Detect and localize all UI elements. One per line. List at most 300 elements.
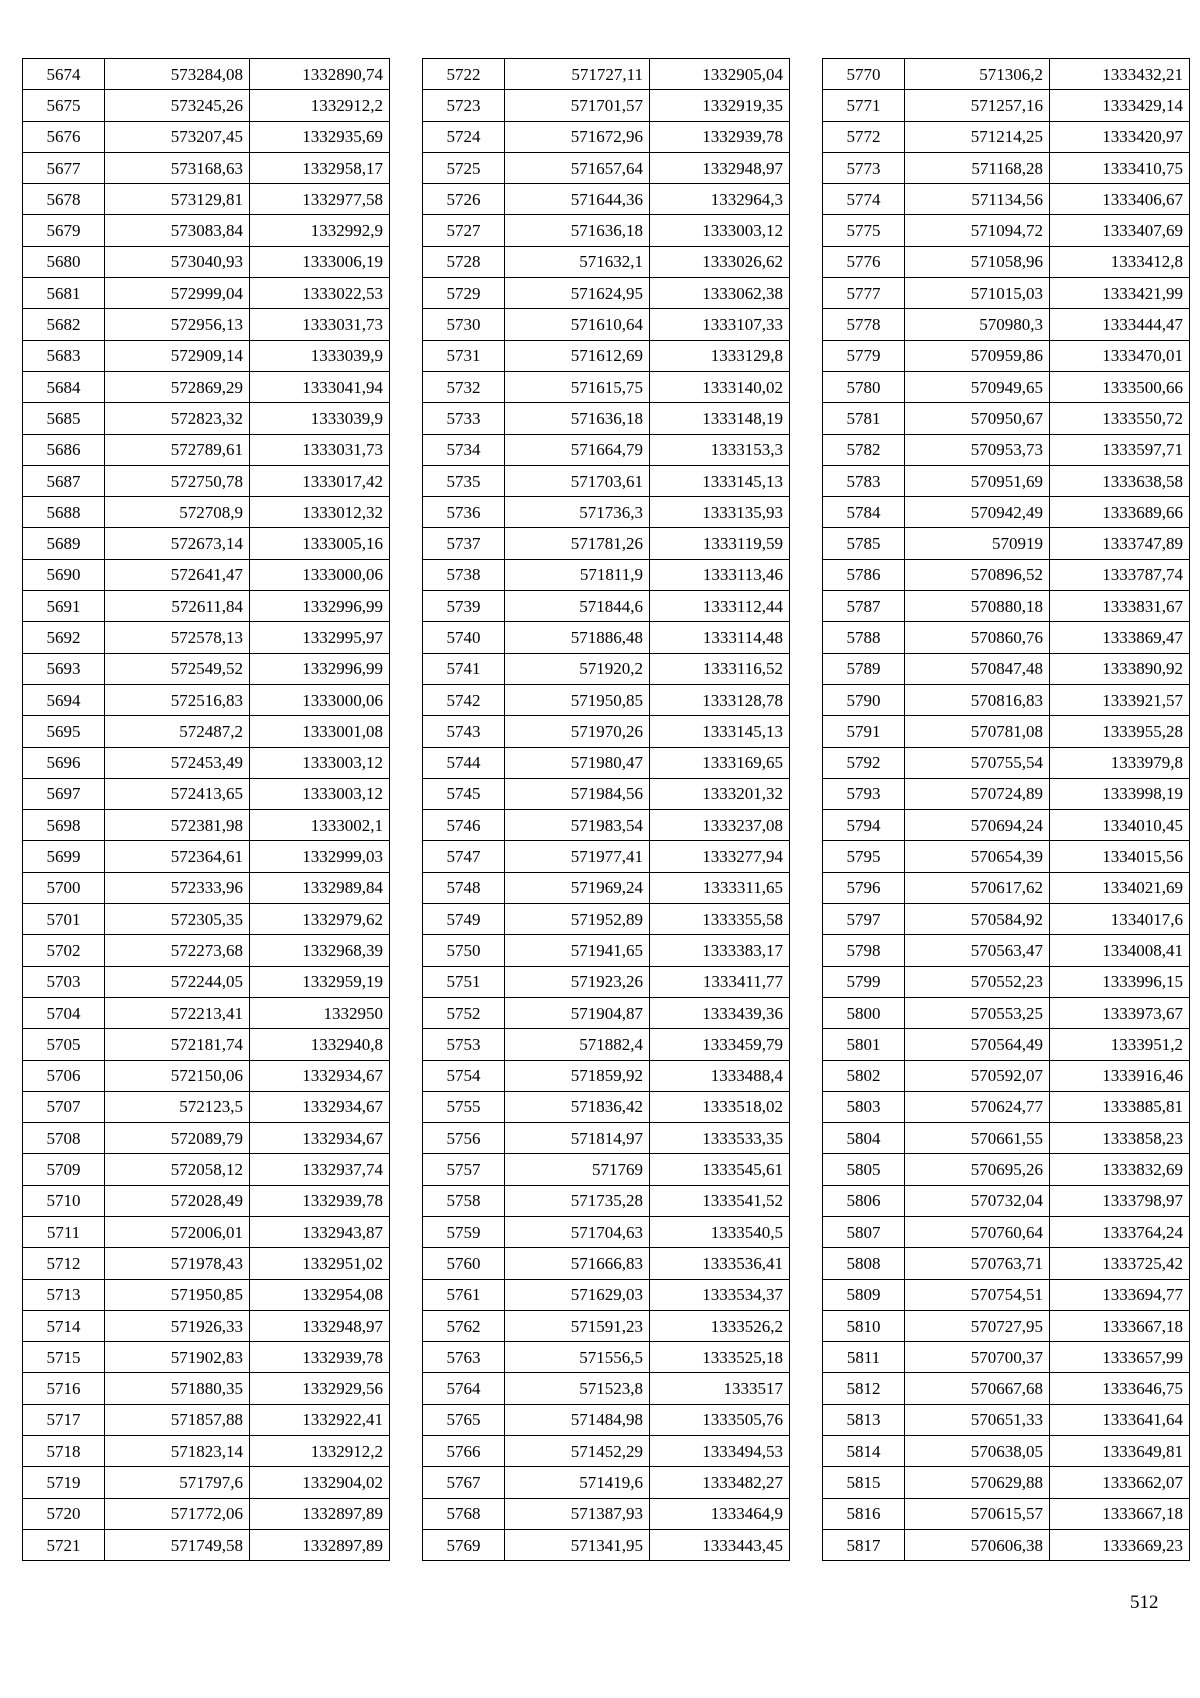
x-coordinate-cell: 571657,64 <box>505 152 650 183</box>
table-row <box>423 1404 790 1435</box>
table-row <box>823 371 1190 402</box>
point-number-cell: 5681 <box>23 278 105 309</box>
point-number-cell: 5716 <box>23 1373 105 1404</box>
table-row <box>23 684 390 715</box>
point-number-cell: 5715 <box>23 1342 105 1373</box>
x-coordinate-cell: 572123,5 <box>105 1091 250 1122</box>
x-coordinate-cell: 573284,08 <box>105 59 250 90</box>
x-coordinate-cell: 571134,56 <box>905 184 1050 215</box>
point-number-cell: 5782 <box>823 434 905 465</box>
point-number-cell: 5731 <box>423 340 505 371</box>
table-row <box>23 1342 390 1373</box>
x-coordinate-cell: 573040,93 <box>105 246 250 277</box>
x-coordinate-cell: 571857,88 <box>105 1404 250 1435</box>
y-coordinate-cell: 1332934,67 <box>250 1091 390 1122</box>
x-coordinate-cell: 571615,75 <box>505 371 650 402</box>
table-row <box>823 997 1190 1028</box>
table-row <box>23 465 390 496</box>
y-coordinate-cell: 1333410,75 <box>1050 152 1190 183</box>
table-row <box>423 1248 790 1279</box>
table-row <box>823 1342 1190 1373</box>
table-row <box>823 309 1190 340</box>
point-number-cell: 5756 <box>423 1123 505 1154</box>
point-number-cell: 5690 <box>23 559 105 590</box>
point-number-cell: 5675 <box>23 90 105 121</box>
x-coordinate-cell: 571969,24 <box>505 872 650 903</box>
point-number-cell: 5800 <box>823 997 905 1028</box>
table-row <box>823 278 1190 309</box>
x-coordinate-cell: 570606,38 <box>905 1529 1050 1560</box>
y-coordinate-cell: 1333407,69 <box>1050 215 1190 246</box>
x-coordinate-cell: 571882,4 <box>505 1029 650 1060</box>
y-coordinate-cell: 1333869,47 <box>1050 622 1190 653</box>
y-coordinate-cell: 1333026,62 <box>650 246 790 277</box>
table-row <box>23 1436 390 1467</box>
x-coordinate-cell: 571632,1 <box>505 246 650 277</box>
table-row <box>423 90 790 121</box>
point-number-cell: 5700 <box>23 872 105 903</box>
x-coordinate-cell: 570584,92 <box>905 904 1050 935</box>
y-coordinate-cell: 1333831,67 <box>1050 591 1190 622</box>
point-number-cell: 5777 <box>823 278 905 309</box>
y-coordinate-cell: 1334021,69 <box>1050 872 1190 903</box>
y-coordinate-cell: 1333355,58 <box>650 904 790 935</box>
y-coordinate-cell: 1333001,08 <box>250 716 390 747</box>
x-coordinate-cell: 571970,26 <box>505 716 650 747</box>
point-number-cell: 5729 <box>423 278 505 309</box>
table-row <box>423 403 790 434</box>
page-number: 512 <box>1130 1592 1159 1613</box>
point-number-cell: 5814 <box>823 1436 905 1467</box>
x-coordinate-cell: 573168,63 <box>105 152 250 183</box>
y-coordinate-cell: 1333012,32 <box>250 497 390 528</box>
y-coordinate-cell: 1333119,59 <box>650 528 790 559</box>
table-row <box>823 1467 1190 1498</box>
point-number-cell: 5745 <box>423 778 505 809</box>
table-row <box>423 716 790 747</box>
point-number-cell: 5735 <box>423 465 505 496</box>
table-row <box>423 465 790 496</box>
x-coordinate-cell: 570700,37 <box>905 1342 1050 1373</box>
y-coordinate-cell: 1333973,67 <box>1050 997 1190 1028</box>
point-number-cell: 5689 <box>23 528 105 559</box>
x-coordinate-cell: 571923,26 <box>505 966 650 997</box>
y-coordinate-cell: 1333996,15 <box>1050 966 1190 997</box>
table-row <box>423 497 790 528</box>
x-coordinate-cell: 570694,24 <box>905 810 1050 841</box>
x-coordinate-cell: 571736,3 <box>505 497 650 528</box>
table-row <box>23 1091 390 1122</box>
x-coordinate-cell: 572413,65 <box>105 778 250 809</box>
y-coordinate-cell: 1333488,4 <box>650 1060 790 1091</box>
point-number-cell: 5748 <box>423 872 505 903</box>
x-coordinate-cell: 571703,61 <box>505 465 650 496</box>
point-number-cell: 5683 <box>23 340 105 371</box>
point-number-cell: 5705 <box>23 1029 105 1060</box>
point-number-cell: 5717 <box>23 1404 105 1435</box>
x-coordinate-cell: 572364,61 <box>105 841 250 872</box>
x-coordinate-cell: 571341,95 <box>505 1529 650 1560</box>
point-number-cell: 5697 <box>23 778 105 809</box>
y-coordinate-cell: 1332996,99 <box>250 591 390 622</box>
x-coordinate-cell: 570816,83 <box>905 684 1050 715</box>
table-row <box>423 1123 790 1154</box>
point-number-cell: 5695 <box>23 716 105 747</box>
table-row <box>823 90 1190 121</box>
y-coordinate-cell: 1333470,01 <box>1050 340 1190 371</box>
table-row <box>823 1185 1190 1216</box>
x-coordinate-cell: 570624,77 <box>905 1091 1050 1122</box>
x-coordinate-cell: 571941,65 <box>505 935 650 966</box>
point-number-cell: 5691 <box>23 591 105 622</box>
point-number-cell: 5770 <box>823 59 905 90</box>
point-number-cell: 5719 <box>23 1467 105 1498</box>
table-row <box>823 1216 1190 1247</box>
x-coordinate-cell: 571844,6 <box>505 591 650 622</box>
point-number-cell: 5784 <box>823 497 905 528</box>
y-coordinate-cell: 1333885,81 <box>1050 1091 1190 1122</box>
table-row <box>23 278 390 309</box>
y-coordinate-cell: 1333597,71 <box>1050 434 1190 465</box>
y-coordinate-cell: 1332968,39 <box>250 935 390 966</box>
table-row <box>823 121 1190 152</box>
y-coordinate-cell: 1333669,23 <box>1050 1529 1190 1560</box>
point-number-cell: 5801 <box>823 1029 905 1060</box>
point-number-cell: 5698 <box>23 810 105 841</box>
point-number-cell: 5753 <box>423 1029 505 1060</box>
x-coordinate-cell: 571624,95 <box>505 278 650 309</box>
table-row <box>823 215 1190 246</box>
coordinate-table-3 <box>822 58 1190 1561</box>
table-row <box>423 309 790 340</box>
x-coordinate-cell: 571859,92 <box>505 1060 650 1091</box>
x-coordinate-cell: 570617,62 <box>905 872 1050 903</box>
point-number-cell: 5776 <box>823 246 905 277</box>
point-number-cell: 5707 <box>23 1091 105 1122</box>
y-coordinate-cell: 1333406,67 <box>1050 184 1190 215</box>
x-coordinate-cell: 570959,86 <box>905 340 1050 371</box>
y-coordinate-cell: 1332897,89 <box>250 1529 390 1560</box>
point-number-cell: 5734 <box>423 434 505 465</box>
table-row <box>423 841 790 872</box>
point-number-cell: 5786 <box>823 559 905 590</box>
point-number-cell: 5703 <box>23 966 105 997</box>
y-coordinate-cell: 1333129,8 <box>650 340 790 371</box>
y-coordinate-cell: 1333921,57 <box>1050 684 1190 715</box>
x-coordinate-cell: 570953,73 <box>905 434 1050 465</box>
y-coordinate-cell: 1333383,17 <box>650 935 790 966</box>
point-number-cell: 5811 <box>823 1342 905 1373</box>
y-coordinate-cell: 1333432,21 <box>1050 59 1190 90</box>
y-coordinate-cell: 1333500,66 <box>1050 371 1190 402</box>
table-row <box>423 215 790 246</box>
x-coordinate-cell: 570615,57 <box>905 1498 1050 1529</box>
point-number-cell: 5804 <box>823 1123 905 1154</box>
x-coordinate-cell: 571902,83 <box>105 1342 250 1373</box>
table-row <box>423 1342 790 1373</box>
y-coordinate-cell: 1333667,18 <box>1050 1498 1190 1529</box>
x-coordinate-cell: 570949,65 <box>905 371 1050 402</box>
x-coordinate-cell: 570592,07 <box>905 1060 1050 1091</box>
table-row <box>23 1185 390 1216</box>
table-row <box>423 904 790 935</box>
table-row <box>23 716 390 747</box>
y-coordinate-cell: 1333000,06 <box>250 559 390 590</box>
y-coordinate-cell: 1332964,3 <box>650 184 790 215</box>
x-coordinate-cell: 571556,5 <box>505 1342 650 1373</box>
x-coordinate-cell: 570760,64 <box>905 1216 1050 1247</box>
y-coordinate-cell: 1333277,94 <box>650 841 790 872</box>
point-number-cell: 5789 <box>823 653 905 684</box>
y-coordinate-cell: 1333747,89 <box>1050 528 1190 559</box>
table-row <box>23 434 390 465</box>
y-coordinate-cell: 1333429,14 <box>1050 90 1190 121</box>
table-row <box>423 1436 790 1467</box>
y-coordinate-cell: 1333464,9 <box>650 1498 790 1529</box>
point-number-cell: 5810 <box>823 1310 905 1341</box>
x-coordinate-cell: 572578,13 <box>105 622 250 653</box>
table-row <box>823 1404 1190 1435</box>
point-number-cell: 5677 <box>23 152 105 183</box>
point-number-cell: 5755 <box>423 1091 505 1122</box>
y-coordinate-cell: 1333311,65 <box>650 872 790 903</box>
point-number-cell: 5774 <box>823 184 905 215</box>
point-number-cell: 5674 <box>23 59 105 90</box>
x-coordinate-cell: 572305,35 <box>105 904 250 935</box>
table-row <box>823 1373 1190 1404</box>
x-coordinate-cell: 570563,47 <box>905 935 1050 966</box>
x-coordinate-cell: 571920,2 <box>505 653 650 684</box>
point-number-cell: 5752 <box>423 997 505 1028</box>
x-coordinate-cell: 572956,13 <box>105 309 250 340</box>
x-coordinate-cell: 571769 <box>505 1154 650 1185</box>
y-coordinate-cell: 1333443,45 <box>650 1529 790 1560</box>
point-number-cell: 5724 <box>423 121 505 152</box>
table-row <box>23 1248 390 1279</box>
point-number-cell: 5762 <box>423 1310 505 1341</box>
x-coordinate-cell: 571387,93 <box>505 1498 650 1529</box>
point-number-cell: 5769 <box>423 1529 505 1560</box>
y-coordinate-cell: 1332948,97 <box>650 152 790 183</box>
y-coordinate-cell: 1332996,99 <box>250 653 390 684</box>
point-number-cell: 5795 <box>823 841 905 872</box>
y-coordinate-cell: 1333003,12 <box>250 747 390 778</box>
table-row <box>423 810 790 841</box>
point-number-cell: 5785 <box>823 528 905 559</box>
y-coordinate-cell: 1333421,99 <box>1050 278 1190 309</box>
point-number-cell: 5686 <box>23 434 105 465</box>
table-row <box>423 121 790 152</box>
x-coordinate-cell: 570724,89 <box>905 778 1050 809</box>
point-number-cell: 5721 <box>23 1529 105 1560</box>
table-row <box>23 1404 390 1435</box>
table-row <box>23 904 390 935</box>
y-coordinate-cell: 1333638,58 <box>1050 465 1190 496</box>
point-number-cell: 5733 <box>423 403 505 434</box>
point-number-cell: 5702 <box>23 935 105 966</box>
point-number-cell: 5718 <box>23 1436 105 1467</box>
x-coordinate-cell: 570553,25 <box>905 997 1050 1028</box>
table-row <box>423 653 790 684</box>
y-coordinate-cell: 1333237,08 <box>650 810 790 841</box>
y-coordinate-cell: 1333003,12 <box>650 215 790 246</box>
point-number-cell: 5682 <box>23 309 105 340</box>
x-coordinate-cell: 571781,26 <box>505 528 650 559</box>
y-coordinate-cell: 1333505,76 <box>650 1404 790 1435</box>
point-number-cell: 5767 <box>423 1467 505 1498</box>
point-number-cell: 5751 <box>423 966 505 997</box>
table-row <box>23 1529 390 1560</box>
table-row <box>23 1216 390 1247</box>
y-coordinate-cell: 1333694,77 <box>1050 1279 1190 1310</box>
point-number-cell: 5754 <box>423 1060 505 1091</box>
y-coordinate-cell: 1332934,67 <box>250 1060 390 1091</box>
table-row <box>23 747 390 778</box>
point-number-cell: 5817 <box>823 1529 905 1560</box>
point-number-cell: 5773 <box>823 152 905 183</box>
x-coordinate-cell: 572244,05 <box>105 966 250 997</box>
table-row <box>23 1123 390 1154</box>
y-coordinate-cell: 1333798,97 <box>1050 1185 1190 1216</box>
y-coordinate-cell: 1333031,73 <box>250 309 390 340</box>
y-coordinate-cell: 1333657,99 <box>1050 1342 1190 1373</box>
table-row <box>423 1091 790 1122</box>
x-coordinate-cell: 571704,63 <box>505 1216 650 1247</box>
y-coordinate-cell: 1333541,52 <box>650 1185 790 1216</box>
table-row <box>823 1248 1190 1279</box>
x-coordinate-cell: 571727,11 <box>505 59 650 90</box>
x-coordinate-cell: 570732,04 <box>905 1185 1050 1216</box>
point-number-cell: 5750 <box>423 935 505 966</box>
x-coordinate-cell: 572150,06 <box>105 1060 250 1091</box>
table-row <box>823 497 1190 528</box>
table-row <box>823 465 1190 496</box>
y-coordinate-cell: 1333916,46 <box>1050 1060 1190 1091</box>
y-coordinate-cell: 1332979,62 <box>250 904 390 935</box>
table-row <box>823 872 1190 903</box>
table-row <box>23 841 390 872</box>
y-coordinate-cell: 1333550,72 <box>1050 403 1190 434</box>
point-number-cell: 5797 <box>823 904 905 935</box>
y-coordinate-cell: 1332992,9 <box>250 215 390 246</box>
table-row <box>823 246 1190 277</box>
x-coordinate-cell: 571983,54 <box>505 810 650 841</box>
y-coordinate-cell: 1333113,46 <box>650 559 790 590</box>
table-row <box>823 684 1190 715</box>
y-coordinate-cell: 1333533,35 <box>650 1123 790 1154</box>
point-number-cell: 5741 <box>423 653 505 684</box>
y-coordinate-cell: 1333169,65 <box>650 747 790 778</box>
table-row <box>823 966 1190 997</box>
y-coordinate-cell: 1333031,73 <box>250 434 390 465</box>
y-coordinate-cell: 1333140,02 <box>650 371 790 402</box>
x-coordinate-cell: 571950,85 <box>105 1279 250 1310</box>
x-coordinate-cell: 571610,64 <box>505 309 650 340</box>
x-coordinate-cell: 571701,57 <box>505 90 650 121</box>
point-number-cell: 5790 <box>823 684 905 715</box>
y-coordinate-cell: 1333039,9 <box>250 403 390 434</box>
point-number-cell: 5787 <box>823 591 905 622</box>
y-coordinate-cell: 1333003,12 <box>250 778 390 809</box>
point-number-cell: 5738 <box>423 559 505 590</box>
x-coordinate-cell: 571977,41 <box>505 841 650 872</box>
point-number-cell: 5798 <box>823 935 905 966</box>
x-coordinate-cell: 572006,01 <box>105 1216 250 1247</box>
point-number-cell: 5709 <box>23 1154 105 1185</box>
y-coordinate-cell: 1332912,2 <box>250 1436 390 1467</box>
table-row <box>23 778 390 809</box>
y-coordinate-cell: 1333411,77 <box>650 966 790 997</box>
y-coordinate-cell: 1333998,19 <box>1050 778 1190 809</box>
x-coordinate-cell: 572333,96 <box>105 872 250 903</box>
table-row <box>823 528 1190 559</box>
point-number-cell: 5805 <box>823 1154 905 1185</box>
point-number-cell: 5732 <box>423 371 505 402</box>
y-coordinate-cell: 1333536,41 <box>650 1248 790 1279</box>
point-number-cell: 5708 <box>23 1123 105 1154</box>
point-number-cell: 5744 <box>423 747 505 778</box>
point-number-cell: 5765 <box>423 1404 505 1435</box>
point-number-cell: 5792 <box>823 747 905 778</box>
x-coordinate-cell: 571094,72 <box>905 215 1050 246</box>
y-coordinate-cell: 1333725,42 <box>1050 1248 1190 1279</box>
x-coordinate-cell: 572516,83 <box>105 684 250 715</box>
x-coordinate-cell: 570847,48 <box>905 653 1050 684</box>
point-number-cell: 5726 <box>423 184 505 215</box>
table-row <box>423 1154 790 1185</box>
point-number-cell: 5727 <box>423 215 505 246</box>
y-coordinate-cell: 1333022,53 <box>250 278 390 309</box>
y-coordinate-cell: 1333649,81 <box>1050 1436 1190 1467</box>
point-number-cell: 5809 <box>823 1279 905 1310</box>
y-coordinate-cell: 1334008,41 <box>1050 935 1190 966</box>
point-number-cell: 5740 <box>423 622 505 653</box>
table-row <box>823 1091 1190 1122</box>
table-row <box>23 653 390 684</box>
y-coordinate-cell: 1333112,44 <box>650 591 790 622</box>
point-number-cell: 5743 <box>423 716 505 747</box>
table-row <box>23 121 390 152</box>
x-coordinate-cell: 570781,08 <box>905 716 1050 747</box>
table-row <box>23 810 390 841</box>
x-coordinate-cell: 570951,69 <box>905 465 1050 496</box>
x-coordinate-cell: 570880,18 <box>905 591 1050 622</box>
x-coordinate-cell: 570755,54 <box>905 747 1050 778</box>
x-coordinate-cell: 570638,05 <box>905 1436 1050 1467</box>
table-row <box>823 434 1190 465</box>
x-coordinate-cell: 572789,61 <box>105 434 250 465</box>
y-coordinate-cell: 1332950 <box>250 997 390 1028</box>
y-coordinate-cell: 1332943,87 <box>250 1216 390 1247</box>
point-number-cell: 5803 <box>823 1091 905 1122</box>
point-number-cell: 5684 <box>23 371 105 402</box>
x-coordinate-cell: 572089,79 <box>105 1123 250 1154</box>
y-coordinate-cell: 1333145,13 <box>650 716 790 747</box>
table-row <box>423 966 790 997</box>
y-coordinate-cell: 1333006,19 <box>250 246 390 277</box>
point-number-cell: 5766 <box>423 1436 505 1467</box>
x-coordinate-cell: 571950,85 <box>505 684 650 715</box>
point-number-cell: 5780 <box>823 371 905 402</box>
x-coordinate-cell: 570980,3 <box>905 309 1050 340</box>
table-row <box>23 1310 390 1341</box>
table-row <box>423 872 790 903</box>
y-coordinate-cell: 1332904,02 <box>250 1467 390 1498</box>
table-row <box>423 59 790 90</box>
table-row <box>23 528 390 559</box>
point-number-cell: 5676 <box>23 121 105 152</box>
y-coordinate-cell: 1333494,53 <box>650 1436 790 1467</box>
